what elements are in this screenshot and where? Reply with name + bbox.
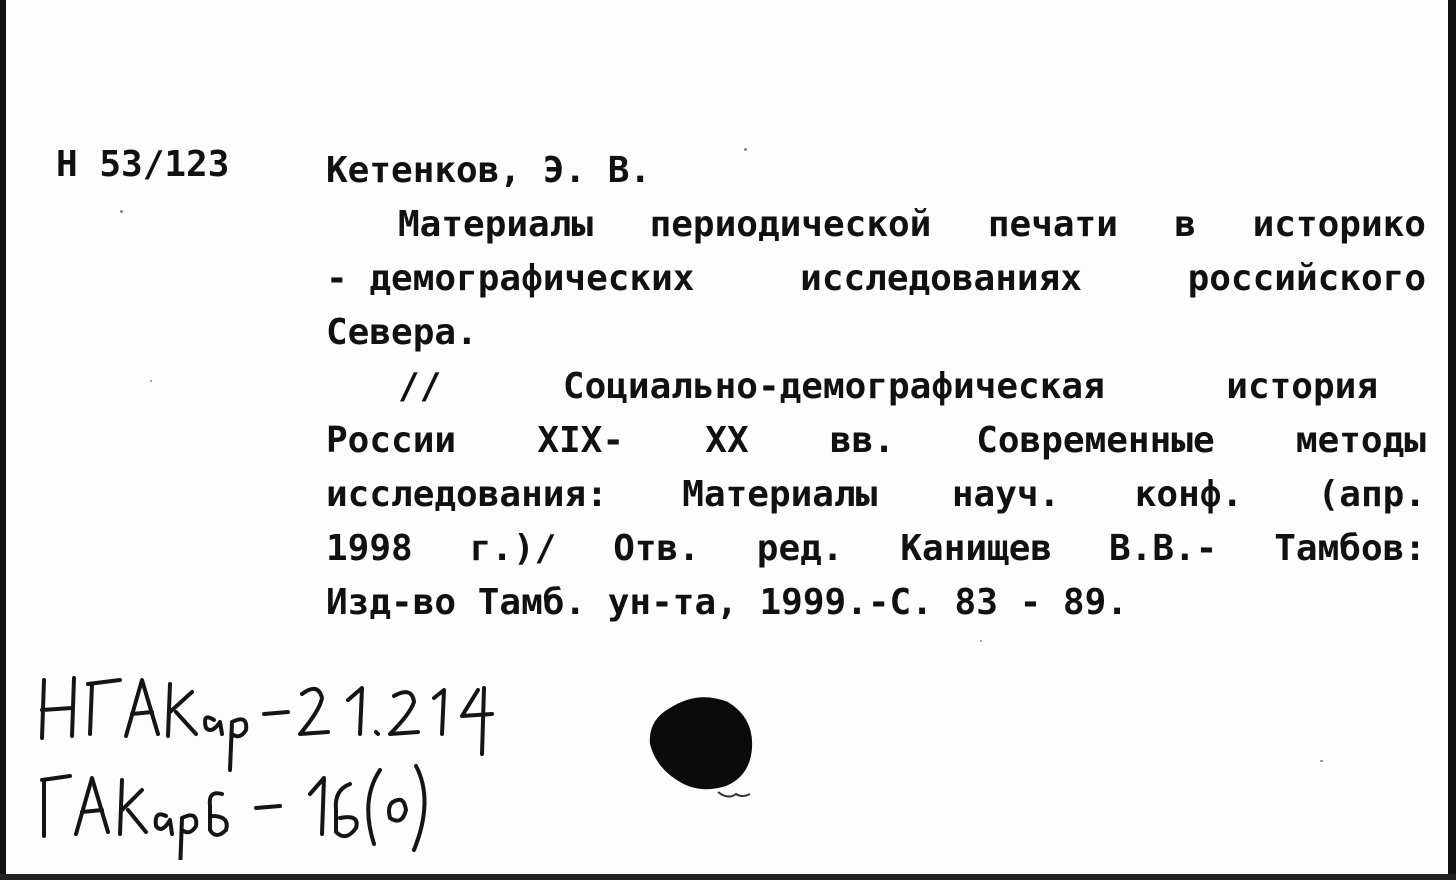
source-line-4: 1998 г.)/ Отв. ред. Канищев В.В.- Тамбов: [326,528,1426,569]
card-bottom-edge [0,874,1456,880]
shelfmark: Н 53/123 [56,144,230,185]
source-line-1: // Социально-демографическая история [398,366,1378,407]
source-line-5: Изд-во Тамб. ун-та, 1999.-С. 83 - 89. [326,582,1128,623]
scan-speck [120,210,123,213]
title-line-3: Севера. [326,312,478,353]
handwritten-notation [30,650,530,860]
scan-speck [150,380,152,382]
bibliographic-entry [326,144,1426,630]
punched-hole [640,690,770,810]
scan-speck [1320,760,1323,762]
source-line-3: исследования: Материалы науч. конф. (апр. [326,474,1426,515]
source-line-2: России XIX- XX вв. Современные методы [326,420,1426,461]
card-left-edge [0,0,6,880]
card-right-edge [1448,0,1456,880]
scan-speck [980,640,982,642]
title-line-2: - демографических исследованиях российского [326,258,1426,299]
title-line-1: Материалы периодической печати в историко [398,204,1426,245]
author-line: Кетенков, Э. В. [326,150,652,191]
scan-speck [744,148,747,151]
